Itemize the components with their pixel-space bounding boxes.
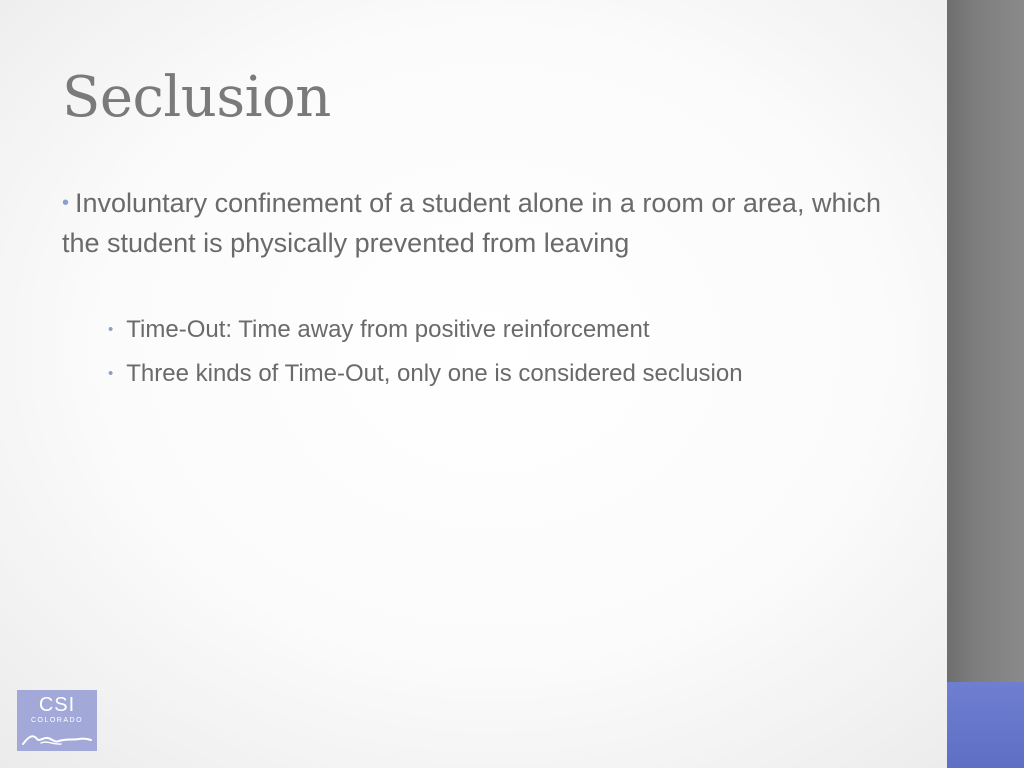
sub-bullet-text: Time-Out: Time away from positive reinforcement <box>126 316 650 343</box>
logo-main-text: CSI <box>38 694 76 716</box>
slide-title: Seclusion <box>62 65 331 130</box>
bullet-icon: • <box>108 365 114 382</box>
sub-bullet-item <box>108 353 892 397</box>
csi-colorado-logo <box>17 690 97 751</box>
bullet-icon: • <box>108 321 114 338</box>
mountains-icon <box>21 728 93 748</box>
bullet-icon: • <box>62 192 70 214</box>
main-bullet-point <box>62 185 892 262</box>
side-bar <box>947 0 1024 682</box>
sub-bullet-list <box>62 309 892 397</box>
slide-body <box>62 185 892 397</box>
sub-bullet-text: Three kinds of Time-Out, only one is considered seclusion <box>126 360 743 387</box>
sub-bullet-item <box>108 309 892 353</box>
logo-sub-text: COLORADO <box>30 717 84 724</box>
main-bullet-text: Involuntary confinement of a student alone in a room or area, which the student is physically prevented from leaving <box>62 188 881 258</box>
side-accent-block <box>947 682 1024 768</box>
